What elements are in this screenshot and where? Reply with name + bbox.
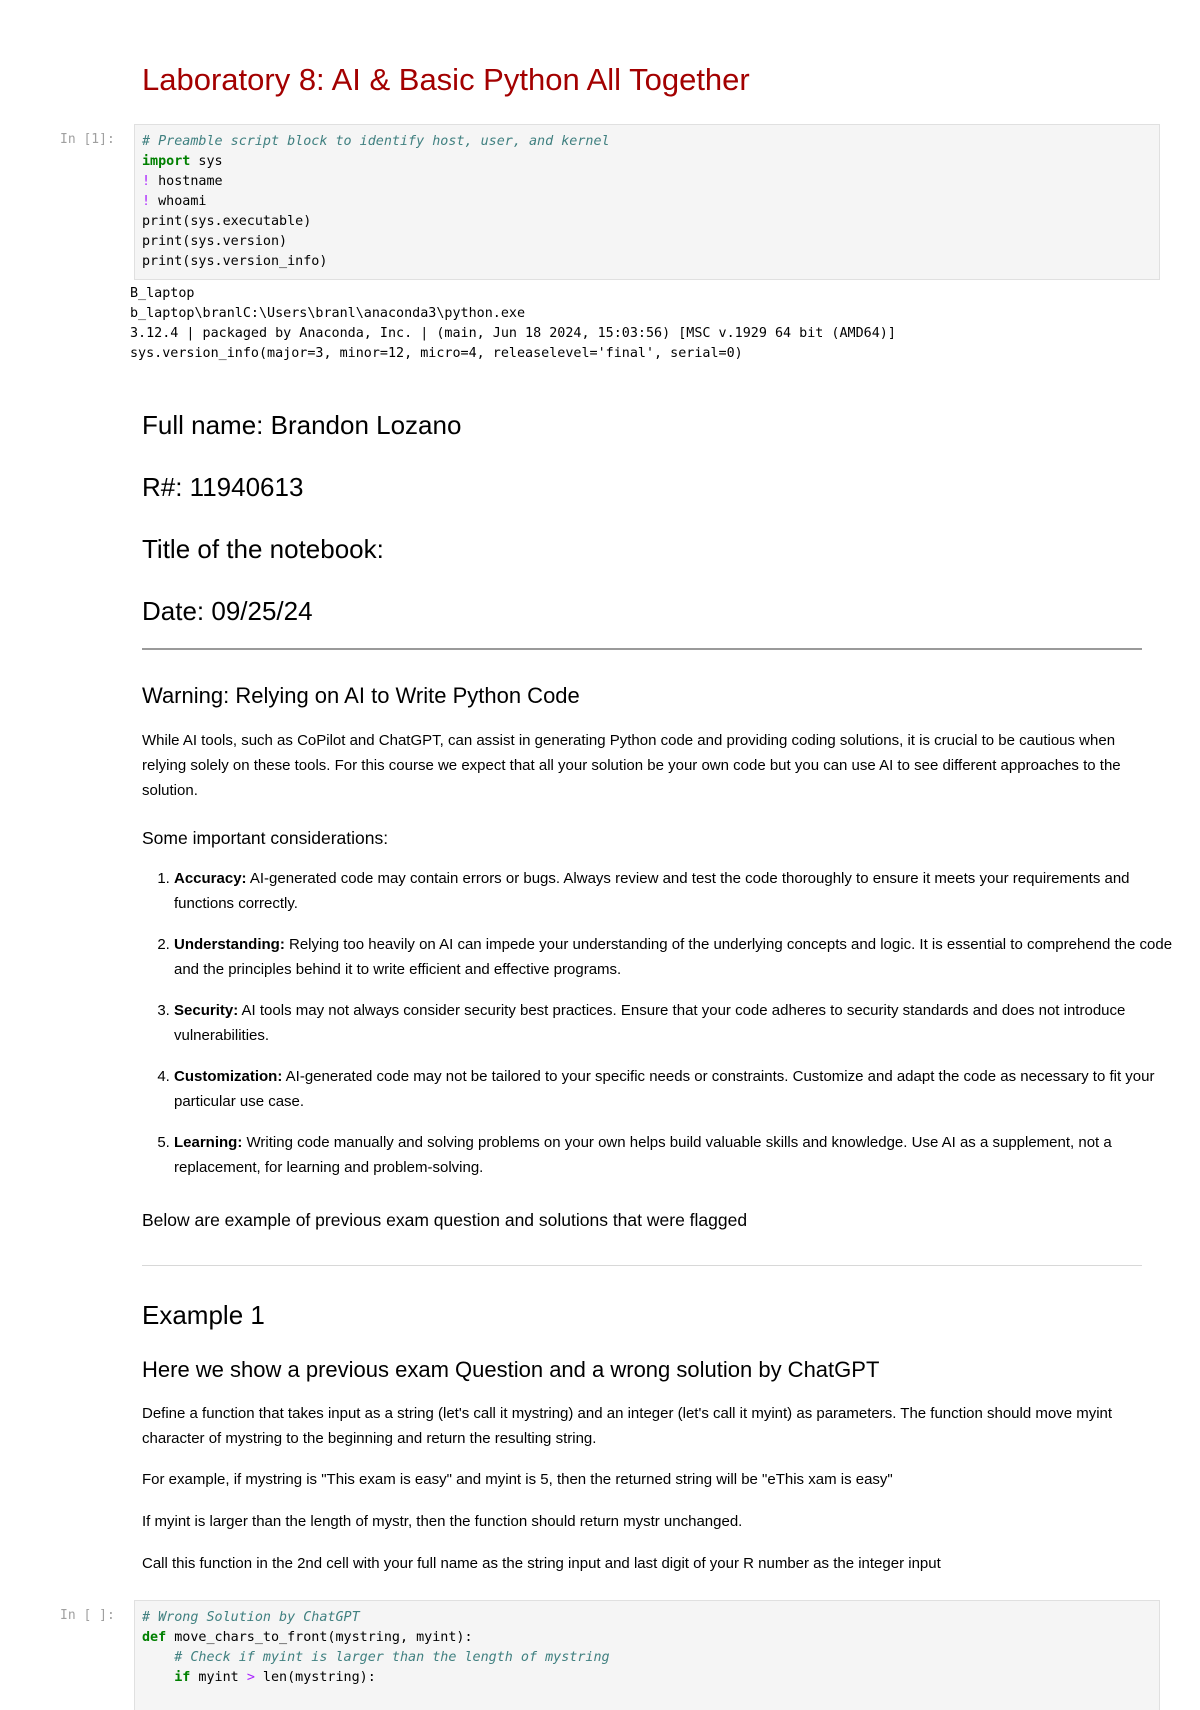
output-line: b_laptop\branlC:\Users\branl\anaconda3\python.exe [130,306,526,321]
code-text: move_chars_to_front(mystring, myint): [166,1630,473,1645]
code-bang: ! [142,174,151,189]
list-item [174,1130,1174,1180]
code-text: len(mystring): [254,1670,376,1685]
code-text: sys [190,154,223,169]
list-item-text: Relying too heavily on AI can impede your understanding of the underlying concepts and logic. It is essential to comprehend the code and the principles behind it to write efficient and effective programs. [174,936,1173,978]
code-input[interactable] [134,124,1160,280]
list-item [174,932,1174,982]
flagged-intro: Below are example of previous exam question and solutions that were flagged [142,1210,748,1230]
list-item-text: AI-generated code may contain errors or bugs. Always review and test the code thoroughly to ensure it meets your requirements and functions correctly. [174,870,1130,912]
example-subheading: Here we show a previous exam Question and a wrong solution by ChatGPT [142,1357,880,1382]
example-paragraph: Define a function that takes input as a string (let's call it mystring) and an integer (let's call it myint) as parameters. The function should move myint character of mystring to the beginning and return the resulting string. [142,1405,1113,1447]
notebook-title-heading: Title of the notebook: [142,534,384,564]
example-paragraph: If myint is larger than the length of mystr, then the function should return mystr unchanged. [142,1513,743,1530]
code-keyword: import [142,154,191,169]
list-item-text: Writing code manually and solving problems on your own helps build valuable skills and knowledge. Use AI as a supplement, not a replacement, for learning and problem-solving. [174,1134,1112,1176]
page-title: Laboratory 8: AI & Basic Python All Together [142,62,750,97]
example-paragraph: For example, if mystring is "This exam is easy" and myint is 5, then the returned string will be "eThis xam is easy" [142,1471,893,1488]
code-text: myint [190,1670,247,1685]
list-item-term: Learning: [174,1134,243,1151]
date-heading: Date: 09/25/24 [142,596,313,626]
section-divider [142,648,1142,650]
considerations-label: Some important considerations: [142,828,389,848]
code-comment: # Check if myint is larger than the length of mystring [142,1650,610,1665]
output-line: B_laptop [130,286,195,301]
cell-prompt: In [1]: [60,132,115,147]
code-comment: # Preamble script block to identify host, user, and kernel [142,134,610,149]
list-item-term: Accuracy: [174,870,247,887]
list-item-term: Security: [174,1002,239,1019]
code-text: print(sys.executable) [142,214,312,229]
code-comment: # Wrong Solution by ChatGPT [142,1610,360,1625]
code-text: whoami [150,194,207,209]
r-number-heading: R#: 11940613 [142,472,304,502]
code-cell-wrong-solution[interactable] [60,1600,1160,1698]
list-item-term: Customization: [174,1068,283,1085]
code-input[interactable] [134,1600,1160,1710]
list-item-text: AI-generated code may not be tailored to your specific needs or constraints. Customize and adapt the code as necessary to fit your particular use case. [174,1068,1155,1110]
code-text: hostname [150,174,223,189]
code-text: print(sys.version) [142,234,288,249]
full-name-heading: Full name: Brandon Lozano [142,410,462,440]
list-item [174,866,1174,916]
code-operator: > [246,1670,255,1685]
warning-intro: While AI tools, such as CoPilot and ChatGPT, can assist in generating Python code and providing coding solutions, it is crucial to be cautious when relying solely on these tools. For this course we expect that all your solution be your own code but you can use AI to see different approaches to the solution. [142,732,1121,799]
list-item [174,1064,1174,1114]
code-text: print(sys.version_info) [142,254,328,269]
code-keyword: if [142,1670,191,1685]
list-item-term: Understanding: [174,936,285,953]
list-item-text: AI tools may not always consider security best practices. Ensure that your code adheres to security standards and does not introduce vulnerabilities. [174,1002,1126,1044]
output-line: 3.12.4 | packaged by Anaconda, Inc. | (main, Jun 18 2024, 15:03:56) [MSC v.1929 64 bit (AMD64)] [130,326,896,341]
code-keyword: def [142,1630,167,1645]
warning-heading: Warning: Relying on AI to Write Python Code [142,683,580,708]
cell-output [130,284,896,364]
example-heading: Example 1 [142,1300,265,1330]
example-paragraph: Call this function in the 2nd cell with your full name as the string input and last digit of your R number as the integer input [142,1555,941,1572]
output-line: sys.version_info(major=3, minor=12, micro=4, releaselevel='final', serial=0) [130,346,743,361]
code-cell-preamble[interactable] [60,124,1160,280]
code-bang: ! [142,194,151,209]
considerations-list [142,866,1174,1196]
cell-prompt: In [ ]: [60,1608,115,1623]
section-divider [142,1265,1142,1266]
list-item [174,998,1174,1048]
